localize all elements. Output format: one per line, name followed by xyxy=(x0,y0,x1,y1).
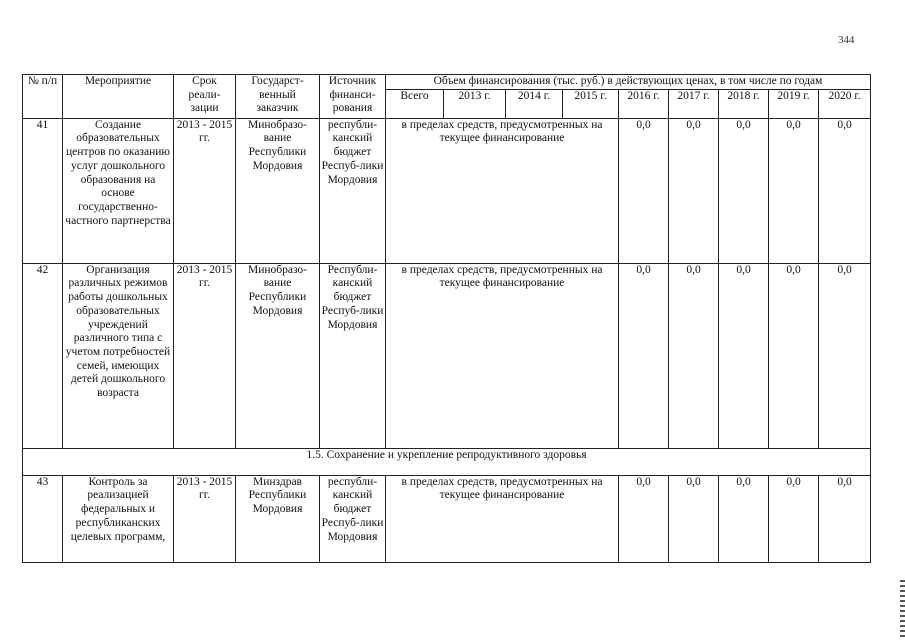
header-source: Источник финанси-рования xyxy=(320,75,386,119)
section-heading: 1.5. Сохранение и укрепление репродуктивного здоровья xyxy=(23,448,871,475)
row-value-2016: 0,0 xyxy=(619,475,669,562)
table-row xyxy=(23,263,871,448)
header-measure: Мероприятие xyxy=(63,75,174,119)
header-year-total: Всего xyxy=(386,89,444,118)
row-value-2019: 0,0 xyxy=(769,263,819,448)
row-value-2018: 0,0 xyxy=(719,263,769,448)
row-value-2017: 0,0 xyxy=(669,118,719,263)
row-value-2020: 0,0 xyxy=(819,475,871,562)
row-funding-note: в пределах средств, предусмотренных на текущее финансирование xyxy=(386,475,619,562)
header-year-2018: 2018 г. xyxy=(719,89,769,118)
row-measure: Контроль за реализацией федеральных и республиканских целевых программ, xyxy=(63,475,174,562)
row-value-2016: 0,0 xyxy=(619,118,669,263)
row-source: республи-канский бюджет Респуб-лики Мордовия xyxy=(320,475,386,562)
row-value-2018: 0,0 xyxy=(719,475,769,562)
row-measure: Организация различных режимов работы дошкольных образовательных учреждений различного типа с учетом потребностей семей, имеющих детей дошкольного возраста xyxy=(63,263,174,448)
header-year-2017: 2017 г. xyxy=(669,89,719,118)
row-source: Республи-канский бюджет Респуб-лики Мордовия xyxy=(320,263,386,448)
row-value-2016: 0,0 xyxy=(619,263,669,448)
row-source: республи-канский бюджет Респуб-лики Мордовия xyxy=(320,118,386,263)
row-term: 2013 - 2015 гг. xyxy=(174,263,236,448)
row-value-2020: 0,0 xyxy=(819,263,871,448)
table-row xyxy=(23,118,871,263)
header-customer: Государст-венный заказчик xyxy=(236,75,320,119)
row-funding-note: в пределах средств, предусмотренных на текущее финансирование xyxy=(386,118,619,263)
row-term: 2013 - 2015 гг. xyxy=(174,118,236,263)
header-year-2019: 2019 г. xyxy=(769,89,819,118)
row-num: 43 xyxy=(23,475,63,562)
page-number: 344 xyxy=(838,34,855,46)
header-year-2013: 2013 г. xyxy=(444,89,506,118)
header-year-2014: 2014 г. xyxy=(506,89,563,118)
row-value-2019: 0,0 xyxy=(769,118,819,263)
row-value-2017: 0,0 xyxy=(669,475,719,562)
scan-edge-marks xyxy=(900,580,905,640)
table-row xyxy=(23,475,871,562)
row-value-2019: 0,0 xyxy=(769,475,819,562)
row-num: 41 xyxy=(23,118,63,263)
header-year-2015: 2015 г. xyxy=(563,89,619,118)
header-year-2020: 2020 г. xyxy=(819,89,871,118)
header-financing: Объем финансирования (тыс. руб.) в действующих ценах, в том числе по годам xyxy=(386,75,871,90)
section-row xyxy=(23,448,871,475)
row-num: 42 xyxy=(23,263,63,448)
row-value-2020: 0,0 xyxy=(819,118,871,263)
row-funding-note: в пределах средств, предусмотренных на текущее финансирование xyxy=(386,263,619,448)
row-measure: Создание образовательных центров по оказанию услуг дошкольного образования на основе государственно-частного партнерства xyxy=(63,118,174,263)
row-term: 2013 - 2015 гг. xyxy=(174,475,236,562)
row-customer: Минобразо-вание Республики Мордовия xyxy=(236,118,320,263)
row-customer: Минздрав Республики Мордовия xyxy=(236,475,320,562)
header-term: Срок реали-зации xyxy=(174,75,236,119)
row-value-2018: 0,0 xyxy=(719,118,769,263)
header-year-2016: 2016 г. xyxy=(619,89,669,118)
row-value-2017: 0,0 xyxy=(669,263,719,448)
financing-table xyxy=(22,74,871,563)
row-customer: Минобразо-вание Республики Мордовия xyxy=(236,263,320,448)
header-num: № п/п xyxy=(23,75,63,119)
